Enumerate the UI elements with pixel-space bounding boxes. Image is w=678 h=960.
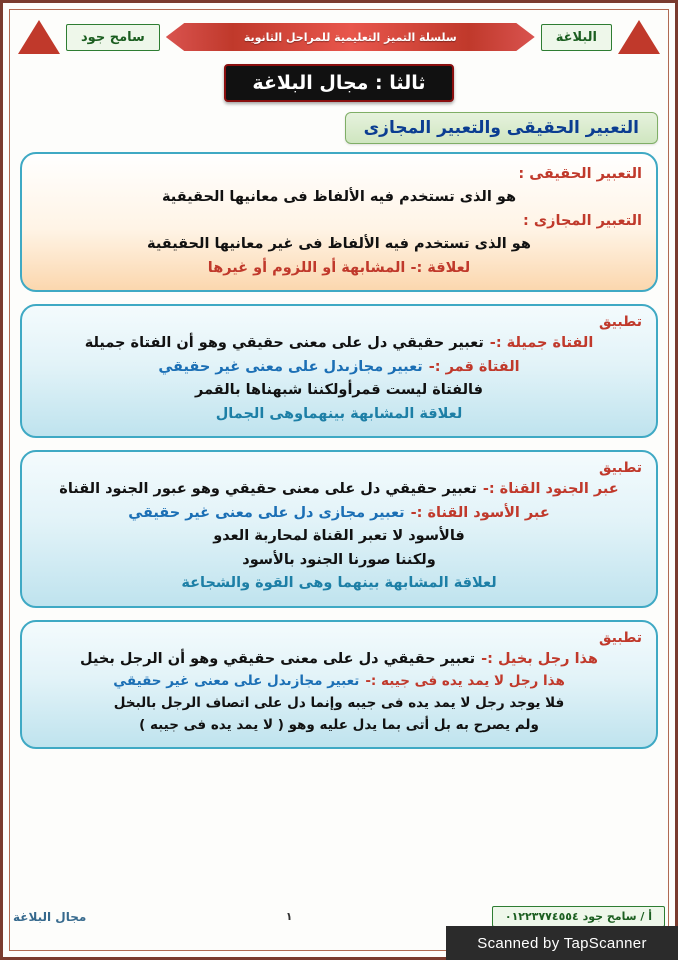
section-heading-wrap [20, 112, 658, 144]
application-tag-3: تطبيق [599, 629, 642, 646]
application-2-value-2: تعبير مجازى دل على معنى غير حقيقي [128, 504, 405, 521]
page-header [18, 16, 660, 58]
application-tag-2: تطبيق [599, 460, 642, 477]
scanner-watermark: Scanned by TapScanner [446, 926, 678, 960]
header-chip-author: سامح جود [66, 24, 160, 51]
application-1-value-1: تعبير حقيقي دل على معنى حقيقي وهو أن الفتاة جميلة [84, 335, 484, 352]
application-3-value-2: تعبير مجازىدل على معنى غير حقيقي [113, 673, 360, 690]
application-3-row-3: فلا يوجد رجل لا يمد يده فى جيبه وإنما دل على اتصاف الرجل بالبخل [113, 694, 565, 711]
definition-label-figurative: التعبير المجازى : [523, 212, 642, 229]
application-1-row-4: لعلاقة المشابهة بينهماوهى الجمال [215, 405, 463, 422]
application-2-row-2 [36, 502, 642, 524]
application-3-key-1: هذا رجل بخيل :- [481, 650, 598, 667]
header-chip-subject: البلاغة [541, 24, 612, 51]
page-inner-frame [9, 9, 669, 951]
footer-page-number: ١ [285, 910, 293, 923]
application-1-row-3: فالفتاة ليست قمرأولكننا شبهناها بالقمر [195, 382, 483, 399]
definition-label-real: التعبير الحقيقى : [518, 166, 642, 182]
application-2-row-1 [36, 478, 642, 500]
application-2-row-5: لعلاقة المشابهة بينهما وهى القوة والشجاعة [181, 575, 497, 592]
application-2-row-3: فالأسود لا تعبر القناة لمحاربة العدو [213, 528, 465, 545]
triangle-icon-left [18, 20, 60, 54]
definition-text-real: هو الذى تستخدم فيه الألفاظ فى معانيها الحقيقية [161, 189, 516, 206]
application-card-3 [20, 620, 658, 749]
application-2-key-1: عبر الجنود القناة :- [482, 481, 619, 498]
application-3-row-4: ولم يصرح به بل أتى بما يدل عليه وهو ( لا يمد يده فى جيبه ) [139, 716, 539, 733]
application-1-key-2: الفتاة قمر :- [428, 358, 520, 375]
page-title-wrap [18, 64, 660, 102]
definition-relation: لعلاقة :- المشابهة أو اللزوم أو غيرها [207, 259, 471, 276]
section-heading: التعبير الحقيقى والتعبير المجازى [345, 112, 658, 144]
application-2-key-2: عبر الأسود القناة :- [410, 504, 550, 521]
application-1-row-1 [36, 332, 642, 354]
application-3-value-1: تعبير حقيقي دل على معنى حقيقي وهو أن الرجل بخيل [80, 650, 476, 667]
definition-text-figurative: هو الذى تستخدم فيه الألفاظ فى غير معانيها الحقيقية [147, 236, 531, 253]
application-3-row-2 [36, 671, 642, 692]
definition-card [20, 152, 658, 292]
footer-contact: أ / سامح جود ٠١٢٢٣٧٧٤٥٥٤ [492, 906, 665, 927]
application-1-row-2 [36, 356, 642, 378]
header-banner-text: سلسلة التميز التعليمية للمراحل الثانوية [243, 30, 457, 44]
footer-section-label: مجال البلاغة [13, 909, 87, 924]
application-3-row-1 [36, 648, 642, 670]
application-card-2 [20, 450, 658, 607]
page-title: ثالثا : مجال البلاغة [224, 64, 453, 102]
application-1-key-1: الفتاة جميلة :- [489, 335, 594, 352]
application-3-key-2: هذا رجل لا يمد يده فى جيبه :- [365, 673, 565, 690]
header-banner [166, 23, 535, 51]
triangle-icon-right [618, 20, 660, 54]
application-tag-1: تطبيق [599, 314, 642, 331]
application-card-1 [20, 304, 658, 438]
application-1-value-2: تعبير مجازىدل على معنى غير حقيقي [158, 358, 423, 375]
application-2-row-4: ولكننا صورنا الجنود بالأسود [242, 551, 436, 568]
application-2-value-1: تعبير حقيقي دل على معنى حقيقي وهو عبور الجنود القناة [59, 481, 477, 498]
page-footer [13, 906, 665, 927]
